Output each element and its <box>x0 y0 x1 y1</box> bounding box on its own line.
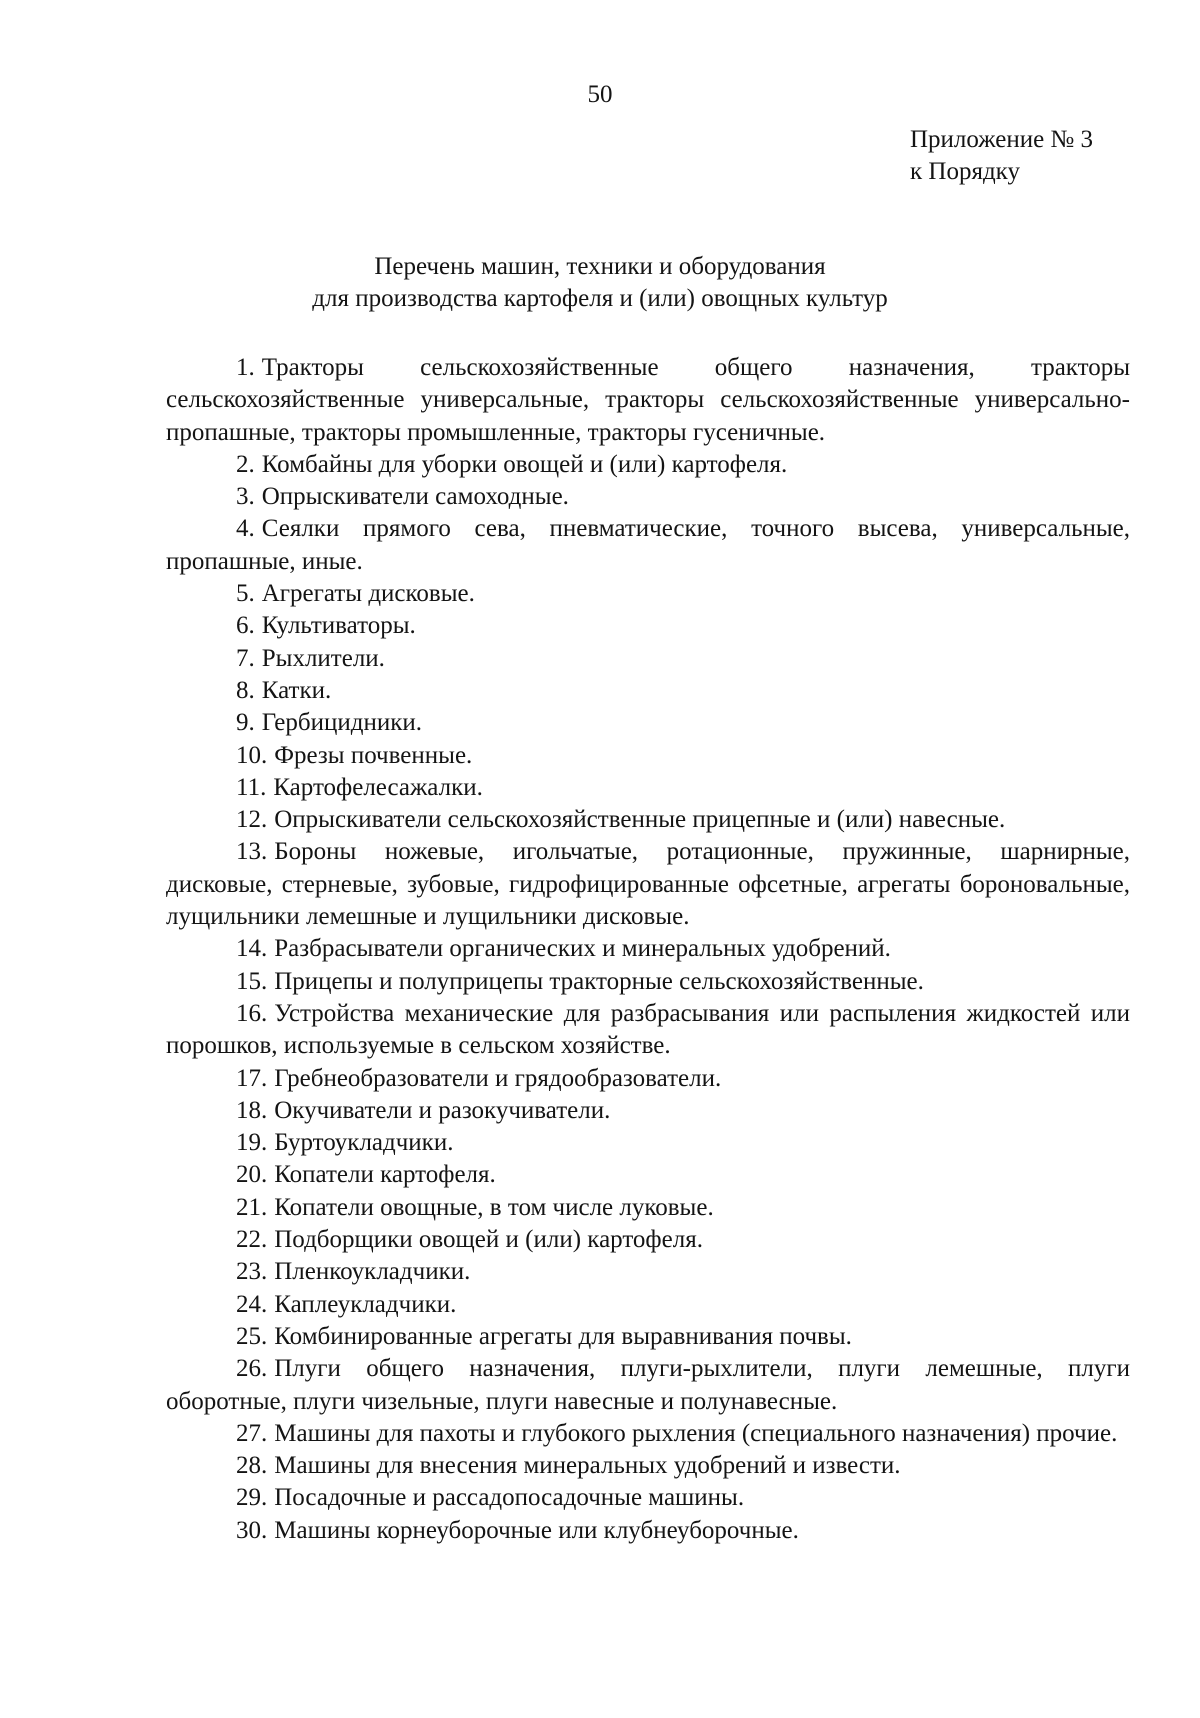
list-item-number: 26. <box>236 1355 268 1383</box>
list-item-number: 7. <box>236 644 255 672</box>
list-item-number: 2. <box>236 450 255 478</box>
list-item-text: Окучиватели и разокучиватели. <box>274 1096 611 1124</box>
list-item <box>166 772 1130 804</box>
list-item-number: 11. <box>236 773 267 801</box>
page-number: 50 <box>587 81 613 108</box>
list-item-text: Машины для внесения минеральных удобрений и извести. <box>274 1452 901 1480</box>
list-item <box>166 1482 1130 1514</box>
list-item <box>166 675 1130 707</box>
list-item-number: 16. <box>236 999 268 1027</box>
list-item <box>166 998 1130 1063</box>
list-item-text: Комбинированные агрегаты для выравнивания почвы. <box>274 1322 852 1350</box>
list-item <box>166 578 1130 610</box>
list-item-number: 29. <box>236 1484 268 1512</box>
list-item-text: Гребнеобразователи и грядообразователи. <box>274 1064 722 1092</box>
list-item <box>166 1127 1130 1159</box>
list-item-number: 5. <box>236 580 255 608</box>
list-item-text: Устройства механические для разбрасывания или распыления жидкостей или порошков, используемые в сельском хозяйстве. <box>166 999 1130 1060</box>
list-item <box>166 1095 1130 1127</box>
list-item-text: Сеялки прямого сева, пневматические, точного высева, универсальные, пропашные, иные. <box>166 515 1130 575</box>
list-item-text: Комбайны для уборки овощей и (или) картофеля. <box>261 450 788 478</box>
list-item-text: Плуги общего назначения, плуги-рыхлители, плуги лемешные, плуги оборотные, плуги чизельные, плуги навесные и полунавесные. <box>166 1355 1130 1415</box>
list-item-number: 14. <box>236 935 268 963</box>
list-item <box>166 1353 1130 1418</box>
list-item <box>166 481 1130 513</box>
list-item-number: 18. <box>236 1096 268 1124</box>
list-item-number: 10. <box>236 741 268 769</box>
list-item-number: 15. <box>236 967 268 995</box>
list-item-number: 27. <box>236 1419 268 1447</box>
list-item <box>166 1159 1130 1191</box>
list-item-text: Копатели овощные, в том числе луковые. <box>274 1193 714 1221</box>
list-item-text: Опрыскиватели самоходные. <box>261 483 569 511</box>
list-item <box>166 1321 1130 1353</box>
list-item-text: Разбрасыватели органических и минеральных удобрений. <box>274 935 891 963</box>
list-item-number: 24. <box>236 1290 268 1318</box>
list-item-text: Прицепы и полуприцепы тракторные сельскохозяйственные. <box>274 967 924 995</box>
list-item <box>166 1418 1130 1450</box>
list-item-number: 1. <box>236 354 255 381</box>
list-item <box>166 610 1130 642</box>
list-item <box>166 513 1130 578</box>
list-item <box>166 1063 1130 1095</box>
title-line-2: для производства картофеля и (или) овощных культур <box>312 285 888 312</box>
list-item <box>166 449 1130 481</box>
list-item-text: Подборщики овощей и (или) картофеля. <box>274 1226 703 1254</box>
list-item <box>166 1224 1130 1256</box>
list-item <box>166 1450 1130 1482</box>
appendix-number: Приложение № 3 <box>910 126 1094 153</box>
list-item-number: 20. <box>236 1161 268 1189</box>
list-item <box>166 966 1130 998</box>
appendix-target: к Порядку <box>910 158 1020 185</box>
list-item <box>166 740 1130 772</box>
list-item-text: Посадочные и рассадопосадочные машины. <box>274 1484 745 1512</box>
list-item-text: Машины для пахоты и глубокого рыхления (специального назначения) прочие. <box>274 1419 1118 1447</box>
list-item-text: Каплеукладчики. <box>274 1290 457 1318</box>
list-item-number: 21. <box>236 1193 268 1221</box>
list-item-number: 12. <box>236 806 268 834</box>
list-item <box>166 352 1130 449</box>
list-item-number: 3. <box>236 483 255 511</box>
list-item <box>166 933 1130 965</box>
document-title <box>0 251 1200 315</box>
list-item-text: Опрыскиватели сельскохозяйственные прицепные и (или) навесные. <box>274 806 1006 834</box>
list-item-text: Гербицидники. <box>261 709 423 737</box>
list-item <box>166 643 1130 675</box>
list-item-number: 17. <box>236 1064 268 1092</box>
list-item-text: Фрезы почвенные. <box>274 741 473 769</box>
list-item <box>166 1192 1130 1224</box>
list-item-text: Машины корнеуборочные или клубнеуборочные. <box>274 1516 799 1544</box>
list-item-text: Картофелесажалки. <box>273 773 483 801</box>
list-item-number: 9. <box>236 709 255 737</box>
list-item <box>166 1515 1130 1547</box>
list-item-text: Копатели картофеля. <box>274 1161 496 1189</box>
list-item-text: Бороны ножевые, игольчатые, ротационные, пружинные, шарнирные, дисковые, стерневые, зубовые, гидрофицированные офсетные, агрегаты бороновальные, лущильники лемешные и лущильники дисковые. <box>166 838 1130 931</box>
list-item-number: 8. <box>236 676 255 704</box>
appendix-reference <box>910 124 1093 188</box>
list-item-number: 28. <box>236 1452 268 1480</box>
list-item-text: Буртоукладчики. <box>274 1129 454 1157</box>
list-item <box>166 707 1130 739</box>
list-item-text: Рыхлители. <box>261 644 385 672</box>
equipment-list <box>166 352 1130 1547</box>
list-item-text: Культиваторы. <box>261 612 416 640</box>
list-item <box>166 1256 1130 1288</box>
list-item-text: Катки. <box>261 676 332 704</box>
list-item-number: 19. <box>236 1129 268 1157</box>
list-item-number: 30. <box>236 1516 268 1544</box>
list-item-text: Агрегаты дисковые. <box>261 580 475 608</box>
list-item-number: 22. <box>236 1226 268 1254</box>
list-item-text: Тракторы сельскохозяйственные общего назначения, тракторы сельскохозяйственные универсальные, тракторы сельскохозяйственные универсально-пропашные, тракторы промышленные, тракторы гусеничные. <box>166 354 1130 446</box>
list-item-text: Пленкоукладчики. <box>274 1258 471 1286</box>
list-item <box>166 836 1130 933</box>
list-item-number: 6. <box>236 612 255 640</box>
list-item <box>166 1289 1130 1321</box>
list-item-number: 25. <box>236 1322 268 1350</box>
title-line-1: Перечень машин, техники и оборудования <box>374 253 826 280</box>
list-item <box>166 804 1130 836</box>
list-item-number: 4. <box>236 515 255 543</box>
list-item-number: 23. <box>236 1258 268 1286</box>
list-item-number: 13. <box>236 838 268 866</box>
